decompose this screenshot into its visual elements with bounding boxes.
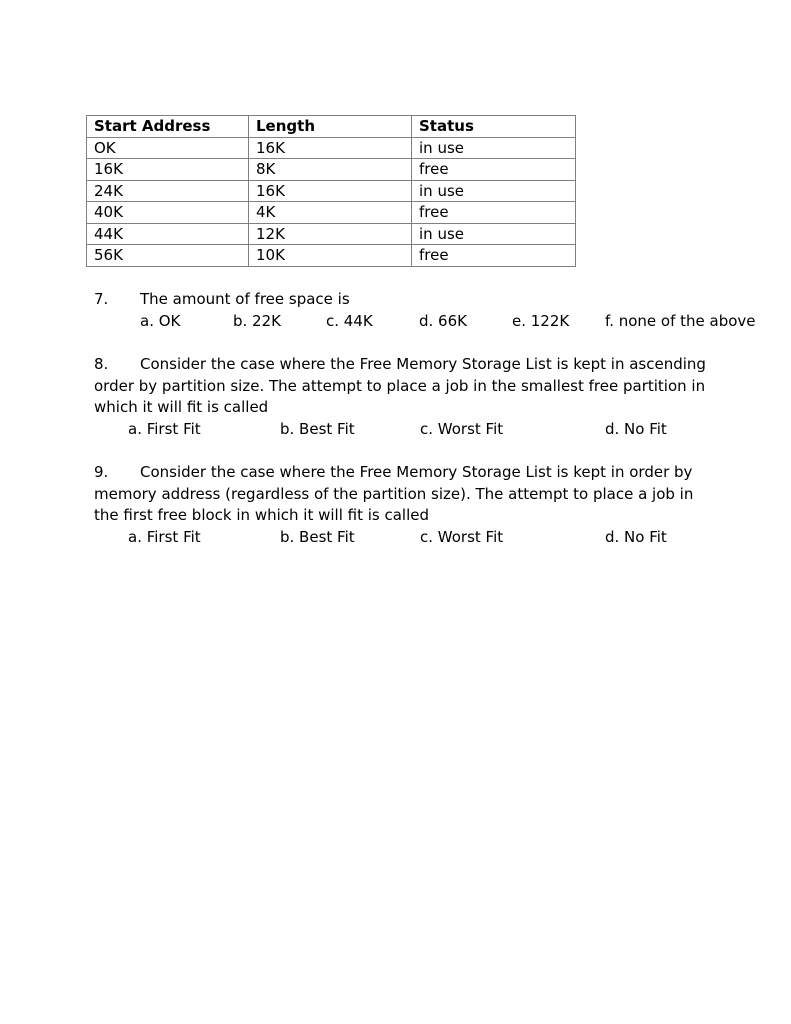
question-text-line: Consider the case where the Free Memory Storage List is kept in ascending [140,355,706,373]
table-header-row [87,116,576,138]
memory-partition-table [86,115,576,267]
table-row [87,223,576,245]
question-7 [94,289,754,332]
cell-length: 8K [249,159,412,181]
question-8 [94,354,754,441]
answer-option-b[interactable]: b. Best Fit [280,528,355,547]
table-row [87,245,576,267]
cell-start-address: 40K [87,202,249,224]
table-row [87,180,576,202]
cell-start-address: 56K [87,245,249,267]
question-text-line: The amount of free space is [140,290,350,308]
table-row [87,137,576,159]
table-row [87,202,576,224]
answer-option-a[interactable]: a. First Fit [128,528,201,547]
question-text-line: which it will fit is called [94,398,269,417]
cell-length: 16K [249,180,412,202]
cell-start-address: OK [87,137,249,159]
question-number: 8. [94,355,109,373]
cell-length: 10K [249,245,412,267]
cell-status: free [412,245,576,267]
answer-option-d[interactable]: d. No Fit [605,528,667,547]
cell-status: in use [412,180,576,202]
answer-option-d[interactable]: d. No Fit [605,420,667,439]
column-header-start-address: Start Address [87,116,249,138]
cell-start-address: 16K [87,159,249,181]
cell-status: in use [412,223,576,245]
cell-status: in use [412,137,576,159]
cell-length: 12K [249,223,412,245]
cell-length: 4K [249,202,412,224]
answer-option-a[interactable]: a. OK [140,311,181,330]
cell-start-address: 24K [87,180,249,202]
question-text-line: Consider the case where the Free Memory Storage List is kept in order by [140,463,693,481]
answer-option-c[interactable]: c. 44K [326,311,373,330]
question-text-line: memory address (regardless of the partition size). The attempt to place a job in [94,484,694,503]
question-9 [94,462,754,549]
question-number: 7. [94,290,109,308]
cell-start-address: 44K [87,223,249,245]
cell-status: free [412,159,576,181]
table-row [87,159,576,181]
answer-options [94,311,754,333]
question-number: 9. [94,463,109,481]
column-header-status: Status [412,116,576,138]
cell-length: 16K [249,137,412,159]
column-header-length: Length [249,116,412,138]
answer-option-a[interactable]: a. First Fit [128,420,201,439]
answer-options [94,419,754,441]
answer-option-c[interactable]: c. Worst Fit [420,528,504,547]
cell-status: free [412,202,576,224]
question-text-line: the first free block in which it will fit is called [94,506,430,525]
answer-option-e[interactable]: e. 122K [512,311,570,330]
answer-options [94,527,754,549]
answer-option-d[interactable]: d. 66K [419,311,467,330]
answer-option-f[interactable]: f. none of the above [605,311,756,330]
answer-option-b[interactable]: b. 22K [233,311,281,330]
question-text-line: order by partition size. The attempt to place a job in the smallest free partition in [94,376,706,395]
answer-option-c[interactable]: c. Worst Fit [420,420,504,439]
answer-option-b[interactable]: b. Best Fit [280,420,355,439]
